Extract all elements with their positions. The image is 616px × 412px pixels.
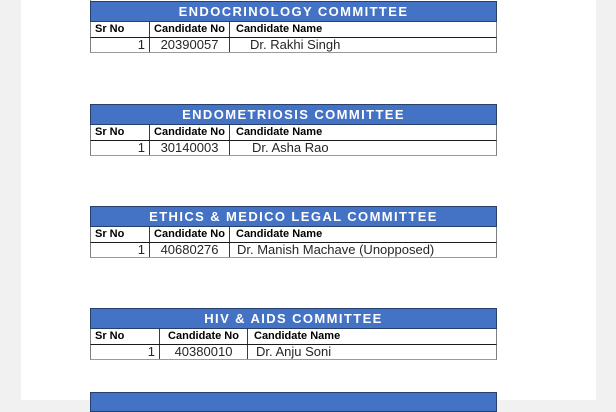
cell-sr-no: 1 xyxy=(91,141,150,155)
committee-title-bar-partial xyxy=(90,392,497,412)
committee-title-bar: ENDOCRINOLOGY COMMITTEE xyxy=(90,1,497,22)
header-cell-candidate-no: Candidate No xyxy=(160,329,248,344)
cell-candidate-name: Dr. Anju Soni xyxy=(256,345,332,359)
table-row xyxy=(90,345,497,360)
header-cell-sr-no: Sr No xyxy=(91,227,150,242)
table-header-row xyxy=(90,227,497,243)
header-cell-sr-no: Sr No xyxy=(91,22,150,37)
cell-sr-no: 1 xyxy=(91,243,150,257)
committee-title-bar: HIV & AIDS COMMITTEE xyxy=(90,308,497,329)
header-cell-sr-no: Sr No xyxy=(91,125,150,140)
header-cell-candidate-no: Candidate No xyxy=(150,22,230,37)
table-row xyxy=(90,38,497,53)
header-cell-candidate-name: Candidate Name xyxy=(236,23,323,35)
table-row xyxy=(90,243,497,258)
table-header-row xyxy=(90,22,497,38)
cell-candidate-name: Dr. Rakhi Singh xyxy=(250,38,341,52)
committee-title-bar: ENDOMETRIOSIS COMMITTEE xyxy=(90,104,497,125)
committee-table-endometriosis xyxy=(90,104,497,156)
header-cell-candidate-name: Candidate Name xyxy=(236,228,323,240)
header-cell-candidate-name: Candidate Name xyxy=(236,126,323,138)
cell-sr-no: 1 xyxy=(91,38,150,52)
table-header-row xyxy=(90,329,497,345)
cell-candidate-no: 40680276 xyxy=(150,243,230,257)
cell-candidate-no: 30140003 xyxy=(150,141,230,155)
committee-table-partial-next xyxy=(90,392,497,412)
cell-sr-no: 1 xyxy=(91,345,160,359)
cell-candidate-no: 40380010 xyxy=(160,345,248,359)
table-row xyxy=(90,141,497,156)
cell-candidate-name: Dr. Asha Rao xyxy=(252,141,329,155)
header-cell-candidate-no: Candidate No xyxy=(150,125,230,140)
committee-table-endocrinology xyxy=(90,1,497,53)
committee-table-hiv-aids xyxy=(90,308,497,360)
committee-title-bar: ETHICS & MEDICO LEGAL COMMITTEE xyxy=(90,206,497,227)
cell-candidate-no: 20390057 xyxy=(150,38,230,52)
table-header-row xyxy=(90,125,497,141)
committee-table-ethics-medico-legal xyxy=(90,206,497,258)
header-cell-candidate-name: Candidate Name xyxy=(254,330,341,342)
header-cell-candidate-no: Candidate No xyxy=(150,227,230,242)
header-cell-sr-no: Sr No xyxy=(91,329,160,344)
cell-candidate-name: Dr. Manish Machave (Unopposed) xyxy=(237,243,435,257)
